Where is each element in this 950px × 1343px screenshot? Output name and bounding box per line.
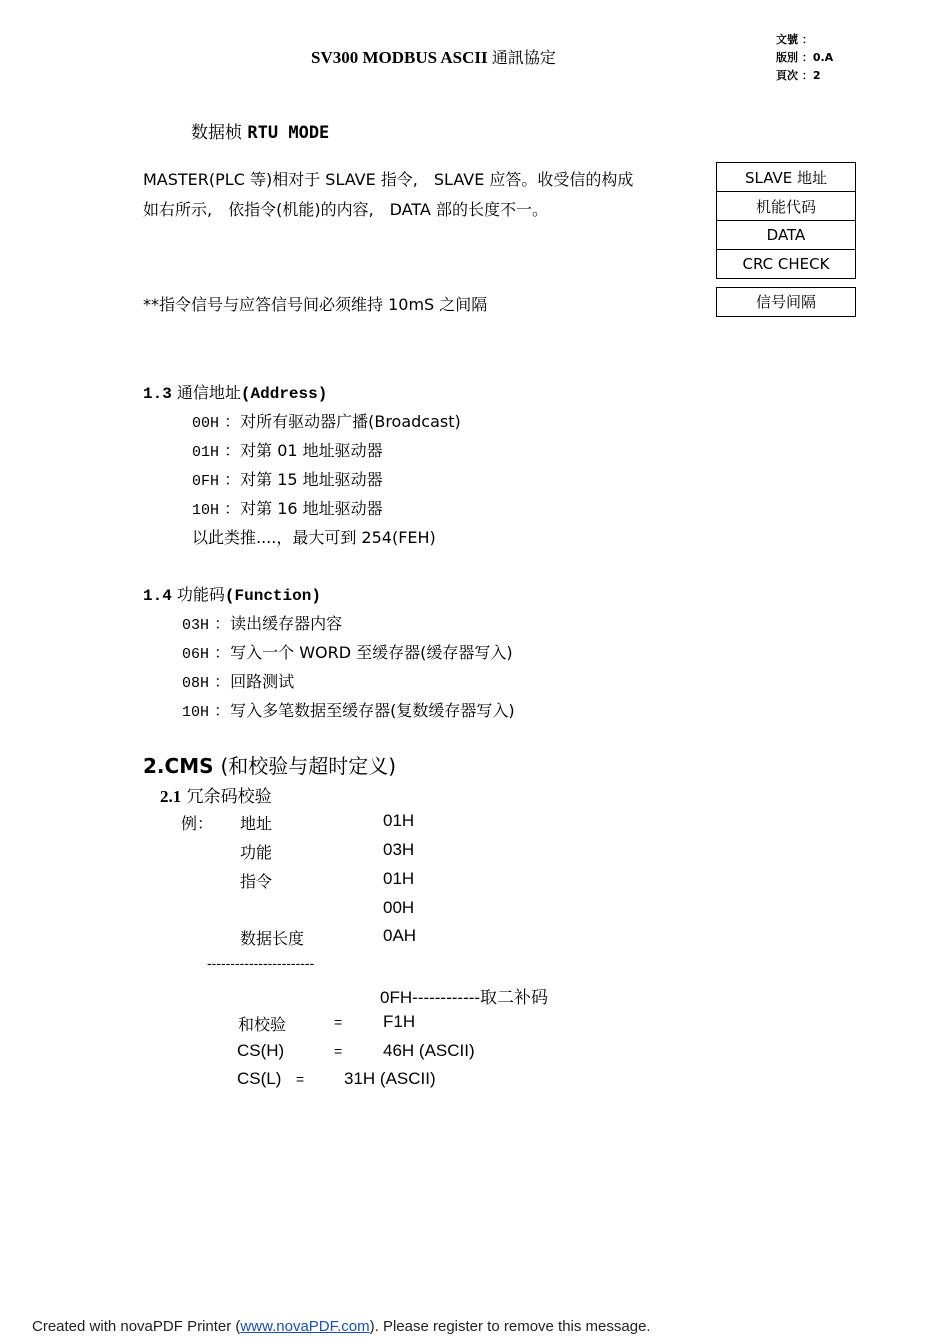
csh-value: 46H (ASCII) (383, 1041, 475, 1060)
cms-heading-en: 2.CMS (143, 754, 214, 778)
section-address-heading (143, 380, 327, 403)
function-code: 06H (182, 646, 210, 663)
address-tail: 以此类推....，最大可到 254(FEH) (192, 528, 436, 547)
frame-title-cn: 数据桢 (191, 123, 242, 143)
calc-value: 01H (383, 811, 415, 830)
complement-line: 0FH------------取二补码 (380, 988, 549, 1007)
function-item (182, 611, 342, 634)
address-code: 01H (192, 444, 220, 461)
frame-cell-signal-gap: 信号间隔 (716, 287, 856, 317)
doc-number: 文號 ： (776, 33, 813, 46)
csh-equals: = (334, 1043, 343, 1059)
address-item (192, 467, 383, 490)
section-title-en: (Function) (224, 587, 321, 605)
section-title-cn: 通信地址 (176, 383, 241, 402)
cms-heading-cn: (和校验与超时定义) (220, 754, 397, 778)
section-number: 1.4 (143, 587, 172, 605)
function-item (182, 669, 294, 692)
document-title (311, 45, 556, 68)
address-desc: ：对第 01 地址驱动器 (224, 441, 383, 460)
function-code: 03H (182, 617, 210, 634)
example-label: 例： (181, 814, 214, 833)
function-desc: ：写入一个 WORD 至缓存器(缓存器写入) (214, 643, 513, 662)
function-desc: ：读出缓存器内容 (214, 614, 343, 633)
footer-suffix: ). Please register to remove this message. (369, 1318, 651, 1335)
title-english: SV300 MODBUS ASCII (311, 48, 488, 67)
frame-cell-function-code: 机能代码 (717, 192, 856, 221)
doc-version: 版別 ：0.A (776, 51, 834, 64)
frame-title (191, 118, 329, 143)
address-desc: ：对第 15 地址驱动器 (224, 470, 383, 489)
subsection-title: 冗余码校验 (186, 787, 272, 807)
frame-note: **指令信号与应答信号间必须维持 10mS 之间隔 (143, 295, 488, 314)
checksum-equals: = (334, 1014, 343, 1030)
address-item (192, 409, 461, 432)
address-code: 10H (192, 502, 220, 519)
function-desc: ：回路测试 (214, 672, 295, 691)
subsection-number: 2.1 (160, 787, 182, 806)
address-desc: ：对所有驱动器广播(Broadcast) (224, 412, 461, 431)
section-cms-heading (143, 750, 396, 779)
function-item (182, 698, 515, 721)
frame-cell-slave-address: SLAVE 地址 (717, 163, 856, 192)
checksum-label: 和校验 (238, 1015, 287, 1034)
calc-value: 03H (383, 840, 415, 859)
frame-desc-line1: MASTER(PLC 等)相对于 SLAVE 指令, SLAVE 应答。收受信的构成 (143, 170, 634, 189)
section-number: 1.3 (143, 385, 172, 403)
csl-equals: = (296, 1071, 305, 1087)
calc-value: 00H (383, 898, 415, 917)
frame-cell-data: DATA (717, 221, 856, 250)
address-code: 00H (192, 415, 220, 432)
csl-value: 31H (ASCII) (344, 1069, 436, 1088)
function-code: 10H (182, 704, 210, 721)
calc-divider: ----------------------- (207, 955, 315, 971)
address-desc: ：对第 16 地址驱动器 (224, 499, 383, 518)
calc-value: 01H (383, 869, 415, 888)
section-title-en: (Address) (240, 385, 328, 403)
section-function-heading (143, 582, 321, 605)
calc-label: 指令 (240, 872, 273, 891)
title-chinese: 通訊協定 (491, 48, 556, 67)
csl-label: CS(L) (237, 1069, 282, 1088)
frame-cell-crc: CRC CHECK (717, 250, 856, 279)
footer-prefix: Created with novaPDF Printer ( (32, 1318, 241, 1335)
address-item (192, 496, 383, 519)
frame-desc-line2: 如右所示, 依指令(机能)的内容, DATA 部的长度不一。 (143, 200, 548, 219)
function-code: 08H (182, 675, 210, 692)
checksum-value: F1H (383, 1012, 416, 1031)
csh-label: CS(H) (237, 1041, 285, 1060)
function-desc: ：写入多笔数据至缓存器(复数缓存器写入) (214, 701, 515, 720)
section-redundancy-heading (160, 782, 272, 807)
calc-label: 地址 (240, 814, 273, 833)
calc-label: 功能 (240, 843, 273, 862)
frame-title-en: RTU MODE (247, 123, 330, 143)
footer-link[interactable]: www.novaPDF.com (240, 1318, 370, 1335)
pdf-footer (32, 1318, 651, 1335)
calc-label: 数据长度 (240, 929, 305, 948)
section-title-cn: 功能码 (176, 585, 225, 604)
function-item (182, 640, 513, 663)
frame-structure-table (716, 162, 856, 279)
address-code: 0FH (192, 473, 220, 490)
address-item (192, 438, 383, 461)
doc-page: 頁次 ：2 (776, 69, 821, 82)
calc-value: 0AH (383, 926, 417, 945)
